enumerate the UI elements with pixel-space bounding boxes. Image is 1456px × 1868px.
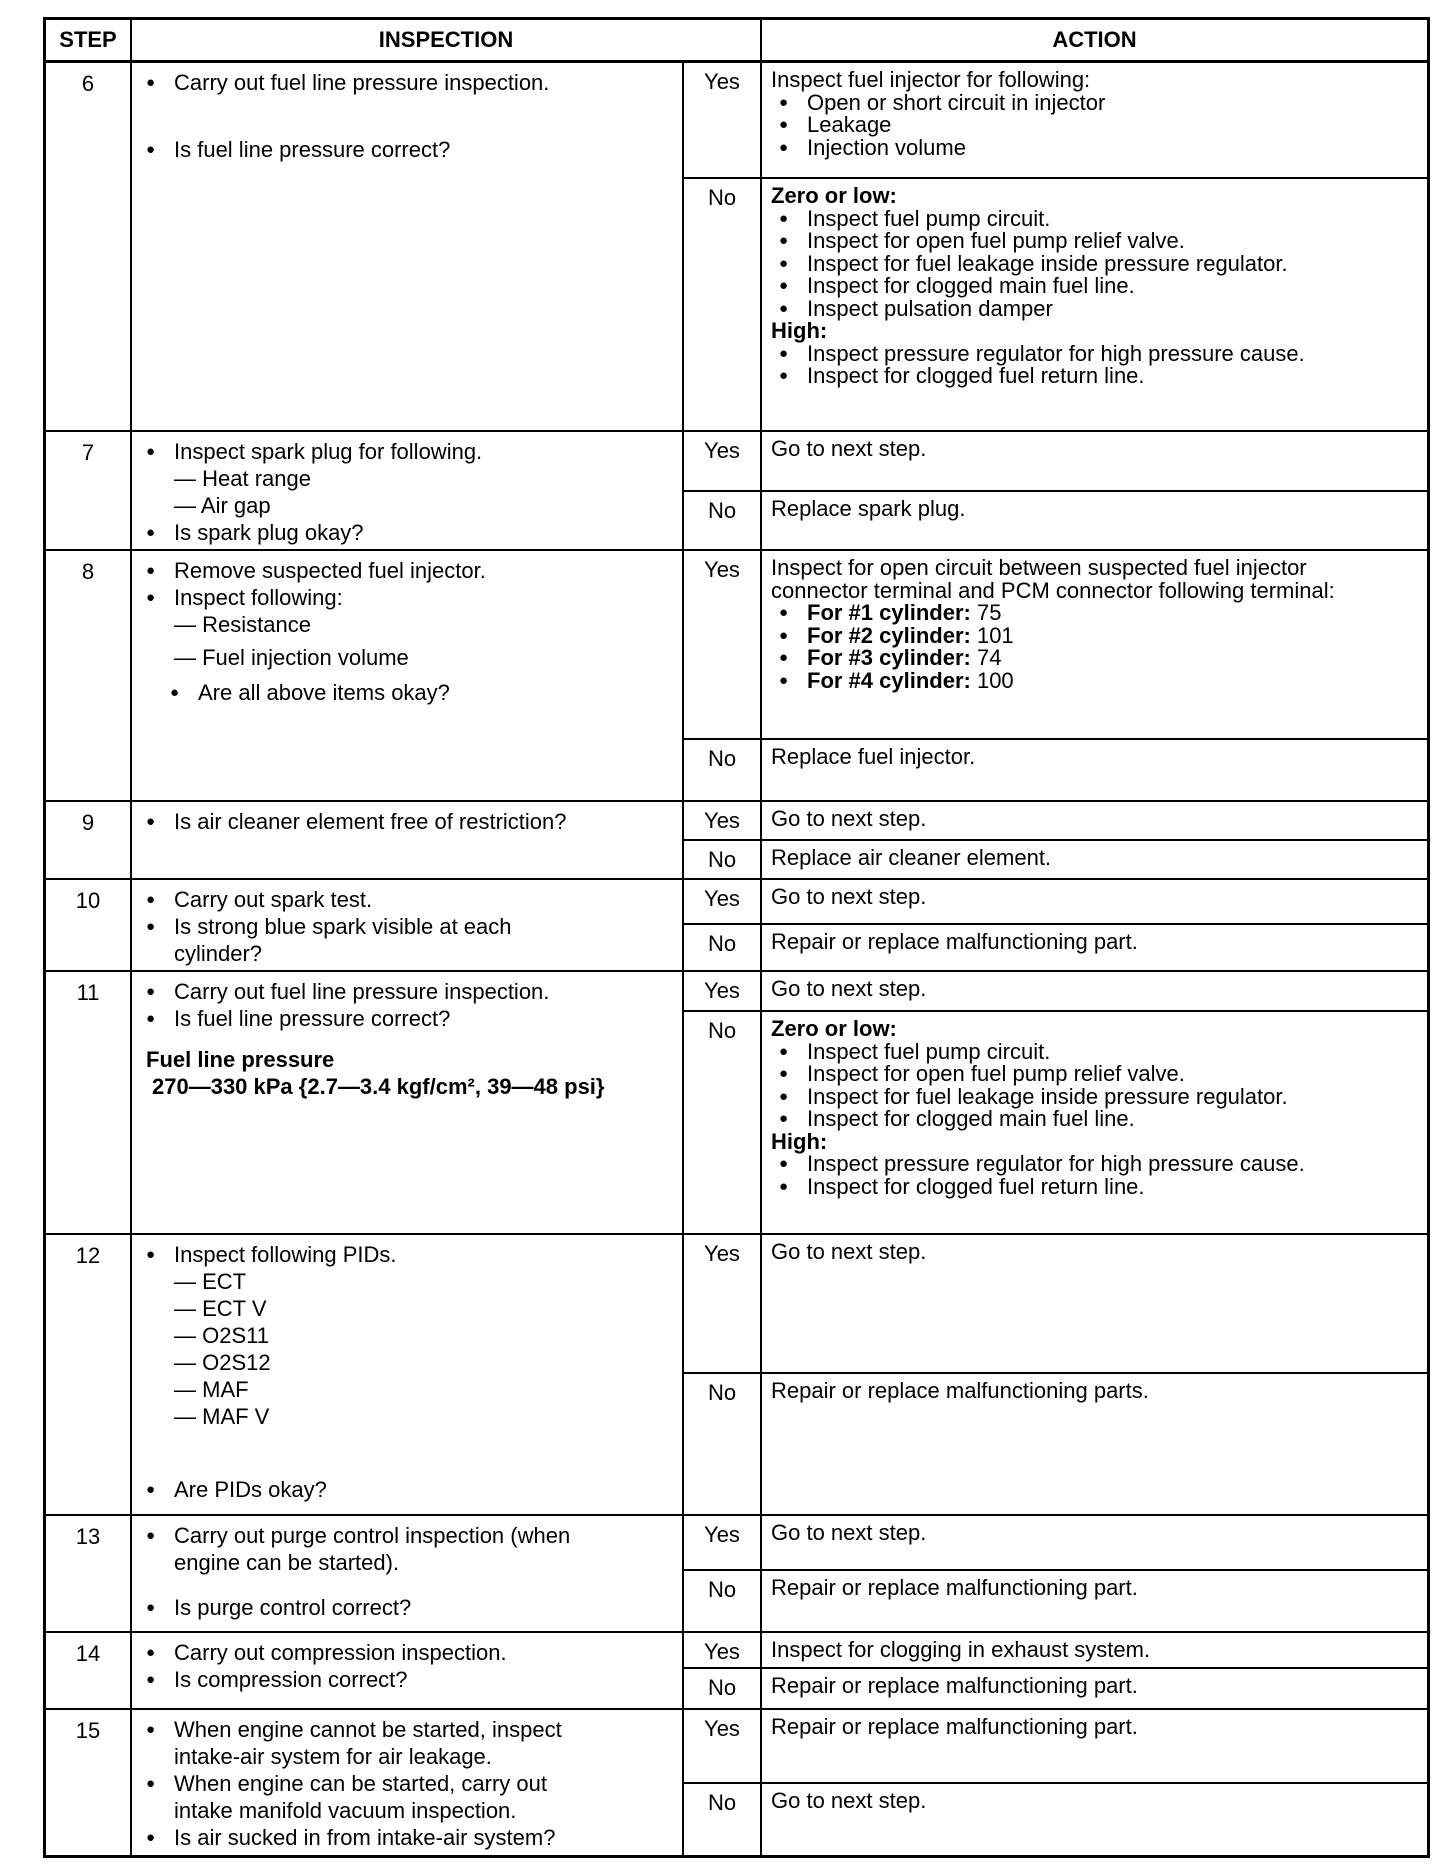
no-branch <box>684 740 1427 800</box>
yes-label: Yes <box>684 63 762 177</box>
yes-action <box>762 1710 1427 1782</box>
no-label: No <box>684 925 762 970</box>
bullet-item: ● Is fuel line pressure correct? <box>146 136 672 163</box>
inspection-cell <box>132 1633 684 1708</box>
yes-label: Yes <box>684 432 762 490</box>
inspection-cell <box>132 1710 684 1855</box>
bullet-item: ● Inspect pulsation damper <box>775 298 1419 321</box>
bullet-item: ● Is spark plug okay? <box>146 519 672 546</box>
bullet-item <box>775 647 1419 670</box>
text-line: Inspect for open circuit between suspected fuel injector <box>771 555 1307 580</box>
text-line: connector terminal and PCM connector following terminal: <box>771 577 1335 603</box>
table-row <box>46 63 1427 432</box>
yes-action <box>762 802 1427 839</box>
bullet-item: ● Inspect spark plug for following. <box>146 438 672 465</box>
inspection-cell <box>132 1516 684 1631</box>
header-step: STEP <box>46 20 132 60</box>
yes-branch <box>684 972 1427 1012</box>
table-row <box>46 802 1427 880</box>
text-line: Fuel line pressure <box>146 1047 335 1072</box>
terminal-number: 101 <box>970 622 1014 648</box>
text-line: Go to next step. <box>771 1788 927 1813</box>
yes-label: Yes <box>684 551 762 738</box>
table-row <box>46 1633 1427 1710</box>
bullet-item: ● Inspect pressure regulator for high pressure cause. <box>775 1153 1419 1176</box>
no-action <box>762 925 1427 970</box>
no-action <box>762 740 1427 800</box>
troubleshooting-table <box>43 17 1430 1858</box>
yes-label: Yes <box>684 1710 762 1782</box>
no-branch <box>684 492 1427 549</box>
bullet-item: ● Carry out purge control inspection (when <box>146 1522 672 1549</box>
no-action <box>762 1669 1427 1708</box>
no-action <box>762 841 1427 878</box>
yes-label: Yes <box>684 1633 762 1667</box>
yes-label: Yes <box>684 1516 762 1569</box>
no-branch <box>684 179 1427 430</box>
text-line: Zero or low: <box>771 183 897 208</box>
bullet-item: ● Inspect for clogged main fuel line. <box>775 275 1419 298</box>
text-line: — Air gap <box>174 493 271 518</box>
bullet-item: ● Are PIDs okay? <box>146 1476 672 1503</box>
bullet-item <box>775 602 1419 625</box>
no-branch <box>684 1784 1427 1855</box>
text-line: intake manifold vacuum inspection. <box>174 1798 517 1823</box>
terminal-number: 100 <box>970 667 1014 693</box>
bullet-item: ● Injection volume <box>775 137 1419 160</box>
text-line: Inspect for clogging in exhaust system. <box>771 1637 1151 1662</box>
yes-branch <box>684 551 1427 740</box>
no-branch <box>684 1669 1427 1708</box>
no-branch <box>684 1012 1427 1233</box>
inspection-cell <box>132 432 684 549</box>
text-line: — Resistance <box>174 612 311 637</box>
answer-cell <box>684 432 1427 549</box>
text-line: Go to next step. <box>771 436 927 461</box>
inspection-cell <box>132 802 684 878</box>
bullet-item: ● When engine can be started, carry out <box>146 1770 672 1797</box>
yes-branch <box>684 1633 1427 1669</box>
step-number: 11 <box>46 972 132 1233</box>
header-action: ACTION <box>1052 27 1137 52</box>
bullet-item: ● Inspect following PIDs. <box>146 1241 672 1268</box>
text-line: — ECT V <box>174 1296 267 1321</box>
no-label: No <box>684 1784 762 1855</box>
no-label: No <box>684 740 762 800</box>
bullet-item: ● Inspect fuel pump circuit. <box>775 1041 1419 1064</box>
no-label: No <box>684 1374 762 1514</box>
yes-branch <box>684 1710 1427 1784</box>
bullet-item: ● Inspect for clogged fuel return line. <box>775 1176 1419 1199</box>
no-branch <box>684 925 1427 970</box>
answer-cell <box>684 1633 1427 1708</box>
answer-cell <box>684 1710 1427 1855</box>
text-line: Replace air cleaner element. <box>771 845 1052 870</box>
no-action <box>762 179 1427 430</box>
answer-cell <box>684 551 1427 800</box>
step-number: 7 <box>46 432 132 549</box>
yes-action <box>762 1235 1427 1372</box>
answer-cell <box>684 1516 1427 1631</box>
bullet-item <box>775 667 1419 693</box>
text-line: — MAF <box>174 1377 249 1402</box>
header-inspection: INSPECTION <box>132 20 762 60</box>
bullet-item <box>775 622 1419 648</box>
step-number: 15 <box>46 1710 132 1855</box>
yes-branch <box>684 432 1427 492</box>
step-number: 9 <box>46 802 132 878</box>
no-label: No <box>684 492 762 549</box>
table-row <box>46 432 1427 551</box>
yes-action <box>762 972 1427 1010</box>
bullet-item: ● Inspect for fuel leakage inside pressure regulator. <box>775 1086 1419 1109</box>
inspection-cell <box>132 551 684 800</box>
cylinder-label: For #3 cylinder: <box>807 645 971 670</box>
terminal-number: 75 <box>970 600 1002 625</box>
text-line: Repair or replace malfunctioning part. <box>771 1673 1138 1698</box>
text-line: Repair or replace malfunctioning part. <box>771 1714 1138 1739</box>
yes-label: Yes <box>684 880 762 923</box>
answer-cell <box>684 1235 1427 1514</box>
bullet-item: ● Is fuel line pressure correct? <box>146 1005 672 1032</box>
step-number: 6 <box>46 63 132 430</box>
bullet-item: ● Inspect for clogged main fuel line. <box>775 1108 1419 1131</box>
bullet-item: ● Carry out fuel line pressure inspection. <box>146 978 672 1005</box>
bullet-item: ● Is purge control correct? <box>146 1594 672 1621</box>
answer-cell <box>684 63 1427 430</box>
bullet-item: ● Are all above items okay? <box>170 679 672 706</box>
bullet-item: ● Is strong blue spark visible at each <box>146 913 672 940</box>
text-line: High: <box>771 1128 828 1154</box>
table-row <box>46 551 1427 802</box>
bullet-item: ● Open or short circuit in injector <box>775 92 1419 115</box>
text-line: — ECT <box>174 1269 247 1294</box>
yes-action <box>762 1633 1427 1667</box>
no-label: No <box>684 1571 762 1631</box>
table-row <box>46 1710 1427 1855</box>
text-line: — O2S12 <box>174 1350 271 1375</box>
inspection-cell <box>132 972 684 1233</box>
bullet-item: ● Inspect pressure regulator for high pressure cause. <box>775 343 1419 366</box>
answer-cell <box>684 972 1427 1233</box>
answer-cell <box>684 802 1427 878</box>
text-line: — O2S11 <box>174 1323 269 1348</box>
bullet-item: ● Inspect for clogged fuel return line. <box>775 365 1419 388</box>
yes-action <box>762 1516 1427 1569</box>
no-action <box>762 492 1427 549</box>
text-line: High: <box>771 318 828 343</box>
table-row <box>46 1516 1427 1633</box>
yes-action <box>762 880 1427 923</box>
text-line: Repair or replace malfunctioning part. <box>771 1575 1138 1600</box>
yes-branch <box>684 1235 1427 1374</box>
no-label: No <box>684 1012 762 1233</box>
text-line: Repair or replace malfunctioning parts. <box>771 1378 1149 1403</box>
inspection-cell <box>132 880 684 970</box>
text-line: Inspect fuel injector for following: <box>771 67 1091 92</box>
text-line: 270—330 kPa {2.7—3.4 kgf/cm², 39—48 psi} <box>152 1074 605 1099</box>
bullet-item: ● Carry out spark test. <box>146 886 672 913</box>
bullet-item: ● Is air sucked in from intake-air system? <box>146 1824 672 1851</box>
bullet-item: ● Inspect following: <box>146 584 672 611</box>
text-line: — MAF V <box>174 1404 270 1429</box>
bullet-item: ● Inspect for fuel leakage inside pressure regulator. <box>775 253 1419 276</box>
text-line: Go to next step. <box>771 884 927 909</box>
table-row <box>46 972 1427 1235</box>
text-line: Replace fuel injector. <box>771 744 976 769</box>
no-action <box>762 1374 1427 1514</box>
no-label: No <box>684 1669 762 1708</box>
yes-action <box>762 63 1427 177</box>
terminal-number: 74 <box>970 645 1002 670</box>
step-number: 10 <box>46 880 132 970</box>
text-line: intake-air system for air leakage. <box>174 1744 492 1769</box>
no-branch <box>684 841 1427 878</box>
answer-cell <box>684 880 1427 970</box>
step-number: 13 <box>46 1516 132 1631</box>
text-line: — Heat range <box>174 466 311 491</box>
bullet-item: ● Leakage <box>775 114 1419 137</box>
no-label: No <box>684 179 762 430</box>
inspection-cell <box>132 1235 684 1514</box>
step-number: 14 <box>46 1633 132 1708</box>
no-label: No <box>684 841 762 878</box>
text-line: — Fuel injection volume <box>174 645 409 670</box>
table-header <box>46 20 1427 63</box>
text-line: Go to next step. <box>771 1239 927 1264</box>
text-line: Repair or replace malfunctioning part. <box>771 929 1138 954</box>
inspection-cell <box>132 63 684 430</box>
table-row <box>46 880 1427 972</box>
text-line: Go to next step. <box>771 1520 927 1545</box>
yes-branch <box>684 802 1427 841</box>
table-row <box>46 1235 1427 1516</box>
yes-branch <box>684 880 1427 925</box>
yes-branch <box>684 63 1427 179</box>
yes-action <box>762 551 1427 738</box>
yes-action <box>762 432 1427 490</box>
no-branch <box>684 1374 1427 1514</box>
no-action <box>762 1012 1427 1233</box>
text-line: Zero or low: <box>771 1016 897 1041</box>
no-branch <box>684 1571 1427 1631</box>
text-line: Go to next step. <box>771 806 927 831</box>
bullet-item: ● When engine cannot be started, inspect <box>146 1716 672 1743</box>
bullet-item: ● Is air cleaner element free of restriction? <box>146 808 672 835</box>
text-line: Replace spark plug. <box>771 496 966 521</box>
cylinder-label: For #2 cylinder: <box>807 622 971 648</box>
cylinder-label: For #4 cylinder: <box>807 667 971 693</box>
no-action <box>762 1571 1427 1631</box>
bullet-item: ● Inspect for open fuel pump relief valve. <box>775 1063 1419 1086</box>
text-line: Go to next step. <box>771 976 927 1001</box>
yes-label: Yes <box>684 1235 762 1372</box>
yes-branch <box>684 1516 1427 1571</box>
bullet-item: ● Remove suspected fuel injector. <box>146 557 672 584</box>
table-body <box>46 63 1427 1855</box>
cylinder-label: For #1 cylinder: <box>807 600 971 625</box>
text-line: cylinder? <box>174 941 263 966</box>
yes-label: Yes <box>684 972 762 1010</box>
bullet-item: ● Carry out compression inspection. <box>146 1639 672 1666</box>
bullet-item: ● Carry out fuel line pressure inspection. <box>146 69 672 96</box>
no-action <box>762 1784 1427 1855</box>
bullet-item: ● Inspect fuel pump circuit. <box>775 208 1419 231</box>
step-number: 8 <box>46 551 132 800</box>
bullet-item: ● Inspect for open fuel pump relief valve. <box>775 230 1419 253</box>
bullet-item: ● Is compression correct? <box>146 1666 672 1693</box>
text-line: engine can be started). <box>174 1550 400 1575</box>
yes-label: Yes <box>684 802 762 839</box>
step-number: 12 <box>46 1235 132 1514</box>
